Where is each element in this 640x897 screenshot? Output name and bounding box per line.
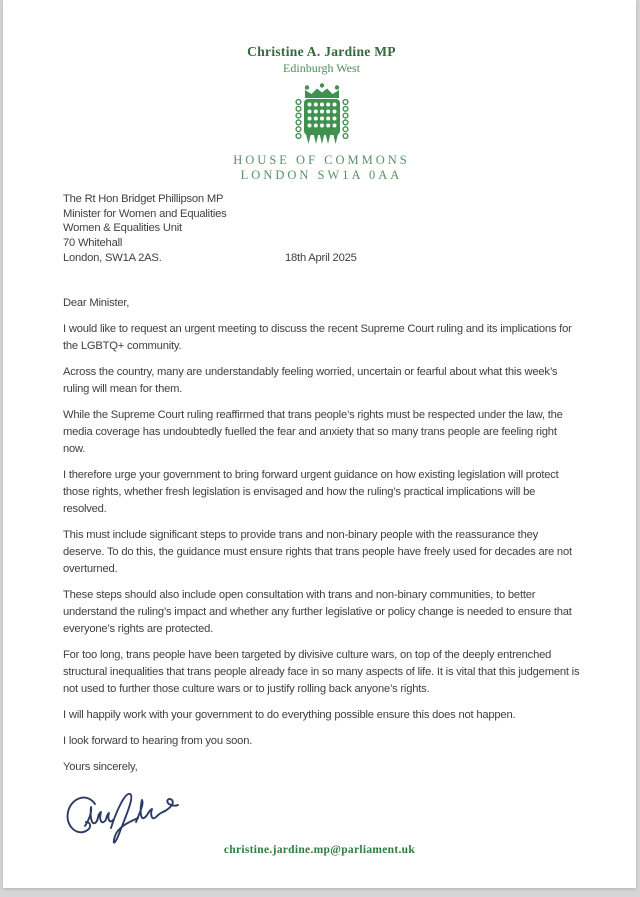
paragraph: I therefore urge your government to bring forward urgent guidance on how existing legislation will protect those rights, whether fresh legislation is envisaged and how the ruling’s practical implications will be resolved. <box>63 468 559 515</box>
paragraph: I would like to request an urgent meeting to discuss the recent Supreme Court ruling and its implications for the LGBTQ+ community. <box>63 322 572 352</box>
house-of-commons-portcullis-icon <box>292 82 352 148</box>
sender-name: Christine A. Jardine MP <box>247 44 396 59</box>
signature-container <box>59 784 580 850</box>
closing: Yours sincerely, <box>63 760 138 773</box>
paragraph: Across the country, many are understandably feeling worried, uncertain or fearful about what this week’s ruling will mean for them. <box>63 365 558 395</box>
letter-date: 18th April 2025 <box>285 251 357 264</box>
recipient-line: The Rt Hon Bridget Phillipson MP <box>63 193 224 205</box>
recipient-line <box>63 251 580 266</box>
letter-content <box>3 0 636 888</box>
sender-constituency: Edinburgh West <box>283 61 360 75</box>
christine-jardine-handwritten-signature <box>59 784 181 850</box>
letter-body <box>63 295 580 776</box>
paragraph: This must include significant steps to provide trans and non-binary people with the reassurance they deserve. To do this, the guidance must ensure rights that trans people have freely used for decades are not overturned. <box>63 528 572 575</box>
recipient-line: Women & Equalities Unit <box>63 222 182 235</box>
salutation: Dear Minister, <box>63 296 130 309</box>
paragraph: While the Supreme Court ruling reaffirmed that trans people’s rights must be respected under the law, the media coverage has undoubtedly fuelled the fear and anxiety that so many trans people are feeling right now. <box>63 408 563 455</box>
paragraph: I will happily work with your government to do everything possible ensure this does not happen. <box>63 708 516 721</box>
recipient-address-block <box>63 192 580 266</box>
letter-page <box>3 0 636 888</box>
paragraph: These steps should also include open consultation with trans and non-binary communities, to better understand the ruling’s impact and whether any further legislative or policy change is needed to ensure that everyone’s rights are protected. <box>63 588 572 635</box>
org-name-line: HOUSE OF COMMONS <box>233 153 410 167</box>
paragraph: For too long, trans people have been targeted by divisive culture wars, on top of the deeply entrenched structural inequalities that trans people already face in so many aspects of life. It is vital that this judgement is not used to further those culture wars or to justify rolling back anyone’s rights. <box>63 648 580 695</box>
emblem-container <box>63 82 580 148</box>
recipient-city-line: London, SW1A 2AS. <box>63 251 162 264</box>
footer-email: christine.jardine.mp@parliament.uk <box>223 844 416 856</box>
recipient-line: 70 Whitehall <box>63 237 123 250</box>
org-address-line: LONDON SW1A 0AA <box>240 167 403 182</box>
paragraph: I look forward to hearing from you soon. <box>63 734 253 747</box>
recipient-line: Minister for Women and Equalities <box>63 207 227 220</box>
